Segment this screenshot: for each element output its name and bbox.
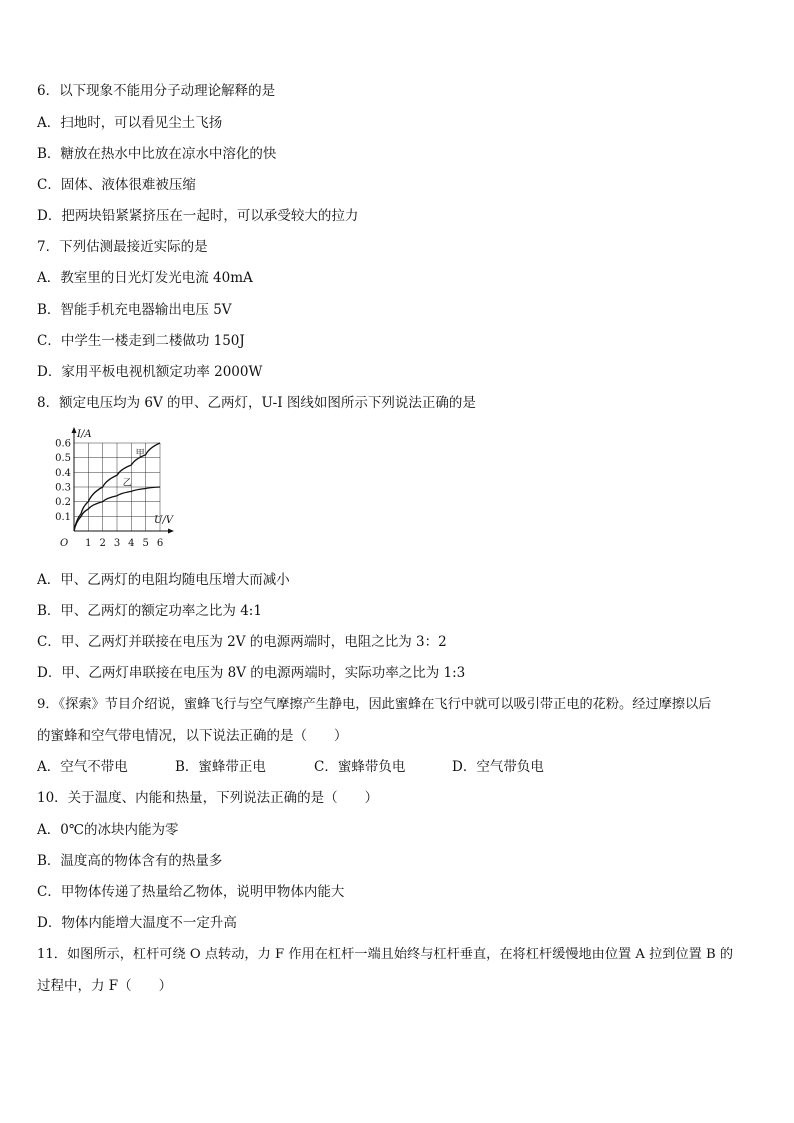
y-tick-label: 0.5	[55, 453, 71, 465]
question-8-option-b: B．甲、乙两灯的额定功率之比为 4:1	[37, 603, 262, 619]
question-11-stem-line-1: 11．如图所示，杠杆可绕 O 点转动，力 F 作用在杠杆一端且始终与杠杆垂直，在将杠杆缓慢地由位置 A 拉到位置 B 的	[37, 947, 734, 962]
question-8-option-d: D．甲、乙两灯串联接在电压为 8V 的电源两端时，实际功率之比为 1:3	[37, 665, 466, 681]
question-6-option-b: B．糖放在热水中比放在凉水中溶化的快	[37, 146, 277, 162]
y-tick-label: 0.3	[55, 482, 71, 494]
y-tick-label: 0.2	[55, 497, 71, 509]
question-6-option-a: A．扫地时，可以看见尘土飞扬	[37, 115, 223, 131]
question-11-stem-line-2: 过程中，力 F（ ）	[37, 978, 173, 994]
question-9-option-d: D．空气带负电	[452, 759, 544, 775]
question-9-option-a: A．空气不带电	[37, 759, 128, 775]
y-tick-label: 0.1	[55, 511, 71, 523]
question-10-option-b: B．温度高的物体含有的热量多	[37, 853, 223, 869]
question-9-stem-line-2: 的蜜蜂和空气带电情况，以下说法正确的是（ ）	[37, 728, 348, 744]
x-tick-label: 3	[113, 538, 121, 549]
question-9-option-b: B．蜜蜂带正电	[175, 759, 266, 775]
series-label: 乙	[122, 478, 132, 489]
question-8-option-c: C．甲、乙两灯并联接在电压为 2V 的电源两端时，电阻之比为 3：2	[37, 634, 447, 650]
x-axis-arrow	[168, 529, 174, 534]
question-10-option-d: D．物体内能增大温度不一定升高	[37, 915, 237, 931]
x-tick-label: 4	[128, 538, 135, 549]
series-label: 甲	[135, 449, 145, 460]
question-7-option-d: D．家用平板电视机额定功率 2000W	[37, 364, 263, 380]
question-9-stem-line-1: 9．《探索》节目介绍说，蜜蜂飞行与空气摩擦产生静电，因此蜜蜂在飞行中就可以吸引带正电的花粉。经过摩擦以后	[37, 697, 712, 712]
x-tick-label: 6	[156, 538, 164, 549]
question-10-stem: 10．关于温度、内能和热量，下列说法正确的是（ ）	[37, 790, 379, 806]
question-8-stem: 8．额定电压均为 6V 的甲、乙两灯，U-I 图线如图所示下列说法正确的是	[37, 395, 476, 411]
ui-graph	[44, 425, 174, 555]
question-10-option-a: A．0℃的冰块内能为零	[37, 822, 179, 838]
x-tick-label: 2	[99, 538, 106, 549]
y-tick-label: 0.6	[55, 438, 71, 450]
x-tick-label: 5	[142, 538, 149, 549]
question-6-stem: 6．以下现象不能用分子动理论解释的是	[37, 83, 276, 99]
y-axis-arrow	[72, 427, 77, 433]
question-6-option-c: C．固体、液体很难被压缩	[37, 177, 196, 193]
question-7-option-a: A．教室里的日光灯发光电流 40mA	[37, 270, 253, 286]
question-9-options	[37, 759, 757, 775]
ui-graph-svg	[44, 425, 174, 555]
question-8-option-a: A．甲、乙两灯的电阻均随电压增大而减小	[37, 572, 290, 588]
question-10-option-c: C．甲物体传递了热量给乙物体，说明甲物体内能大	[37, 884, 345, 900]
y-tick-label: 0.4	[55, 467, 71, 479]
origin-label: O	[60, 538, 69, 549]
y-axis-label: I/A	[77, 429, 92, 440]
question-9-option-c: C．蜜蜂带负电	[314, 759, 406, 775]
question-7-option-b: B．智能手机充电器输出电压 5V	[37, 302, 232, 318]
question-6-option-d: D．把两块铅紧紧挤压在一起时，可以承受较大的拉力	[37, 208, 359, 224]
question-7-stem: 7．下列估测最接近实际的是	[37, 239, 208, 255]
question-7-option-c: C．中学生一楼走到二楼做功 150J	[37, 333, 245, 349]
x-tick-label: 1	[85, 538, 92, 549]
x-axis-label: U/V	[154, 515, 174, 526]
